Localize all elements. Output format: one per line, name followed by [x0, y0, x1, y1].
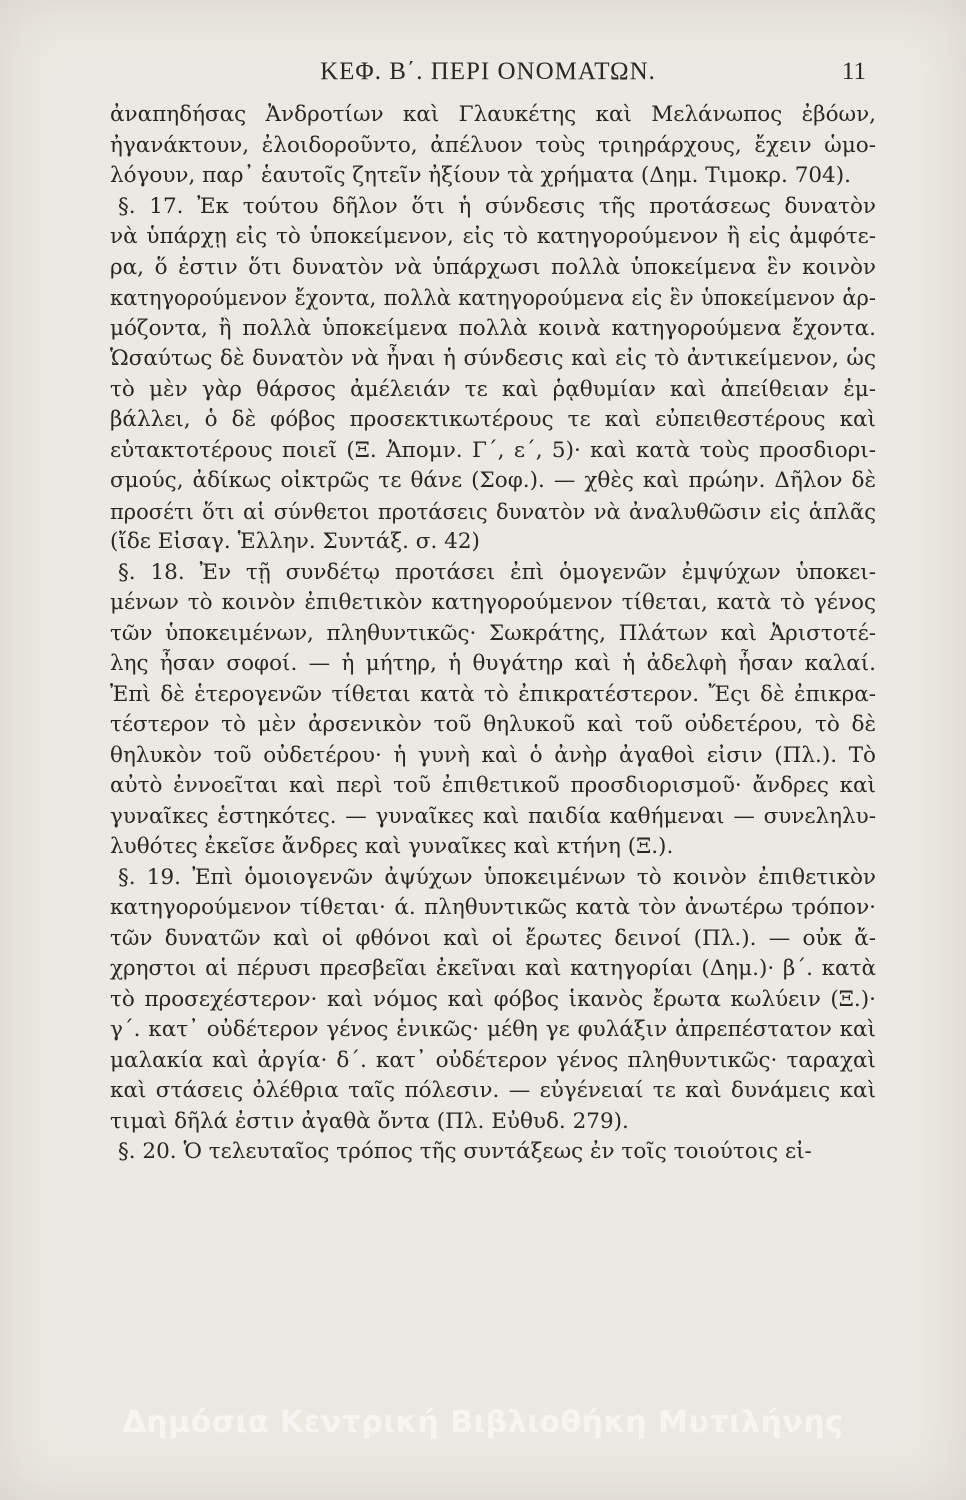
page-number: 11 — [841, 58, 866, 85]
text-line: τέστερον τὸ μὲν ἀρσενικὸν τοῦ θηλυκοῦ καὶ τοῦ οὐδετέρου, τὸ δὲ — [110, 712, 876, 737]
text-line: αὐτὸ ἐννοεῖται καὶ περὶ τοῦ ἐπιθετικοῦ προσδιορισμοῦ· ἄνδρες καὶ — [110, 773, 876, 798]
text-line: κατηγορούμενον ἔχοντα, πολλὰ κατηγορούμενα εἰς ἓν ὑποκείμενον ἁρ- — [110, 286, 876, 310]
text-line: Ὡσαύτως δὲ δυνατὸν νὰ ἦναι ἡ σύνδεσις καὶ εἰς τὸ ἀντικείμενον, ὡς — [110, 346, 876, 371]
text-line: εὐτακτοτέρους ποιεῖ (Ξ. Ἀπομν. Γ΄, ε΄, 5)· καὶ κατὰ τοὺς προσδιορι- — [110, 437, 876, 463]
body-text — [110, 100, 876, 1168]
page-header — [110, 58, 866, 94]
text-line: μαλακία καὶ ἀργία· δ΄. κατ᾽ οὐδέτερον γένος πληθυντικῶς· ταραχαὶ — [110, 1047, 876, 1073]
text-line: θηλυκὸν τοῦ οὐδετέρου· ἡ γυνὴ καὶ ὁ ἀνὴρ ἀγαθοὶ εἰσιν (Πλ.). Τὸ — [110, 742, 876, 768]
text-line: τιμαὶ δῆλά ἐστιν ἀγαθὰ ὄντα (Πλ. Εὐθυδ. 279). — [110, 1108, 629, 1134]
text-line: λης ἦσαν σοφοί. — ἡ μήτηρ, ἡ θυγάτηρ καὶ ἡ ἀδελφὴ ἦσαν καλαί. — [110, 651, 876, 676]
text-line: γ΄. κατ᾽ οὐδέτερον γένος ἑνικῶς· μέθη γε φυλάξιν ἀπρεπέστατον καὶ — [110, 1017, 876, 1042]
text-line: γυναῖκες ἑστηκότες. — γυναῖκες καὶ παιδία καθήμεναι — συνεληλυ- — [110, 803, 876, 829]
text-line: νὰ ὑπάρχῃ εἰς τὸ ὑποκείμενον, εἰς τὸ κατηγορούμενον ἢ εἰς ἀμφότε- — [110, 224, 876, 249]
text-line: χρηστοι αἱ πέρυσι πρεσβεῖαι ἐκεῖναι καὶ κατηγορίαι (Δημ.)· β΄. κατὰ — [110, 956, 876, 981]
text-line: (ἴδε Εἰσαγ. Ἑλλην. Συντάξ. σ. 42) — [110, 529, 480, 554]
text-line: λυθότες ἐκεῖσε ἄνδρες καὶ γυναῖκες καὶ κτήνη (Ξ.). — [110, 834, 674, 859]
running-title: ΚΕΦ. Β΄. ΠΕΡΙ ΟΝΟΜΑΤΩΝ. — [320, 58, 656, 85]
text-line: σμούς, ἀδίκως οἰκτρῶς τε θάνε (Σοφ.). — χθὲς καὶ πρώην. Δῆλον δὲ — [110, 468, 876, 493]
text-line: μένων τὸ κοινὸν ἐπιθετικὸν κατηγορούμενον τίθεται, κατὰ τὸ γένος — [110, 590, 876, 615]
text-line: τῶν δυνατῶν καὶ οἱ φθόνοι καὶ οἱ ἔρωτες δεινοί (Πλ.). — οὐκ ἄ- — [110, 925, 876, 951]
text-line: §. 18. Ἐν τῇ συνδέτῳ προτάσει ἐπὶ ὁμογενῶν ἐμψύχων ὑποκει- — [118, 559, 876, 585]
text-line: λόγουν, παρ᾽ ἑαυτοῖς ζητεῖν ἠξίουν τὰ χρήματα (Δημ. Τιμοκρ. 704). — [110, 163, 851, 188]
text-line: μόζοντα, ἢ πολλὰ ὑποκείμενα πολλὰ κοινὰ κατηγορούμενα ἔχοντα. — [110, 315, 876, 341]
text-line: τὸ προσεχέστερον· καὶ νόμος καὶ φόβος ἱκανὸς ἔρωτα κωλύειν (Ξ.)· — [110, 986, 876, 1012]
text-line: Ἐπὶ δὲ ἑτερογενῶν τίθεται κατὰ τὸ ἐπικρατέστερον. Ἔςι δὲ ἐπικρα- — [110, 681, 876, 707]
text-line: ἀναπηδήσας Ἀνδροτίων καὶ Γλαυκέτης καὶ Μελάνωπος ἐβόων, — [110, 102, 876, 127]
library-watermark: Δημόσια Κεντρική Βιβλιοθήκη Μυτιλήνης — [122, 1405, 844, 1440]
text-line: τὸ μὲν γὰρ θάρσος ἀμέλειάν τε καὶ ῥᾳθυμίαν καὶ ἀπείθειαν ἐμ- — [110, 376, 876, 402]
text-line: προσέτι ὅτι αἱ σύνθετοι προτάσεις δυνατὸν νὰ ἀναλυθῶσιν εἰς ἁπλᾶς — [110, 499, 876, 524]
text-line: §. 17. Ἐκ τούτου δῆλον ὅτι ἡ σύνδεσις τῆς προτάσεως δυνατὸν — [118, 193, 876, 219]
text-line: §. 20. Ὁ τελευταῖος τρόπος τῆς συντάξεως ἐν τοῖς τοιούτοις εἰ- — [118, 1139, 812, 1164]
text-line: καὶ στάσεις ὀλέθρια ταῖς πόλεσιν. — εὐγένειαί τε καὶ δυνάμεις καὶ — [110, 1078, 876, 1103]
text-line: ἠγανάκτουν, ἐλοιδοροῦντο, ἀπέλυον τοὺς τριηράρχους, ἔχειν ὡμο- — [110, 132, 876, 158]
text-line: κατηγορούμενον τίθεται· ά. πληθυντικῶς κατὰ τὸν ἀνωτέρω τρόπον· — [110, 895, 876, 920]
text-line: ρα, ὅ ἐστιν ὅτι δυνατὸν νὰ ὑπάρχωσι πολλὰ ὑποκείμενα ἓν κοινὸν — [110, 254, 876, 280]
text-line: τῶν ὑποκειμένων, πληθυντικῶς· Σωκράτης, Πλάτων καὶ Ἀριστοτέ- — [110, 620, 876, 646]
text-line: βάλλει, ὁ δὲ φόβος προσεκτικωτέρους τε καὶ εὐπειθεστέρους καὶ — [110, 407, 876, 432]
text-line: §. 19. Ἐπὶ ὁμοιογενῶν ἀψύχων ὑποκειμένων τὸ κοινὸν ἐπιθετικὸν — [118, 864, 876, 890]
